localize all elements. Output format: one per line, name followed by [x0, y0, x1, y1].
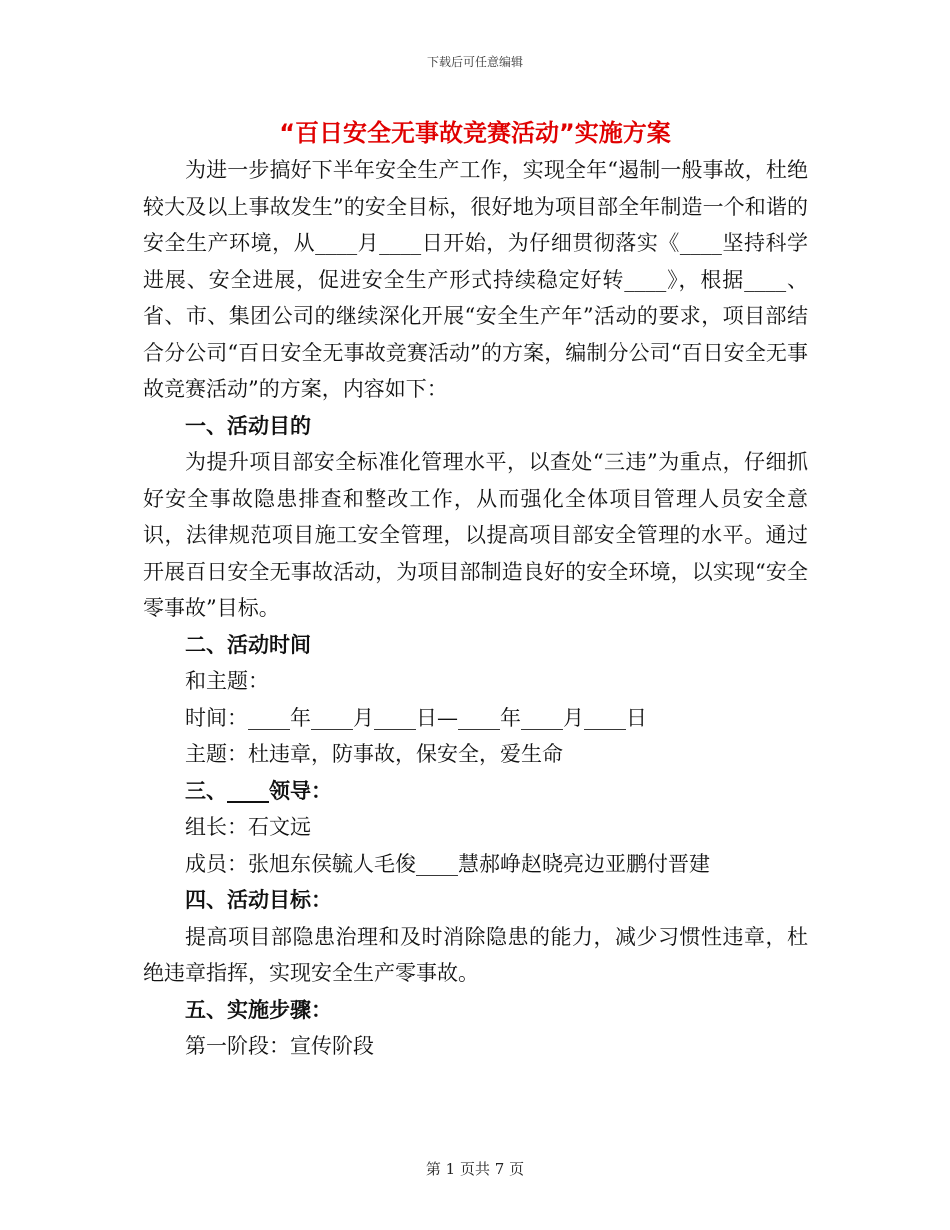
page-footer: 第 1 页共 7 页 — [425, 1160, 525, 1178]
theme-line: 主题：杜违章，防事故，保安全，爱生命 — [185, 742, 563, 766]
page-header: 下载后可任意编辑 — [426, 55, 523, 69]
intro-paragraph: 为进一步搞好下半年安全生产工作，实现全年“遏制一般事故，杜绝较大及以上事故发生”的安全目标，很好地为项目部全年制造一个和谐的安全生产环境，从____月____日开始，为仔细贯彻落实《____坚持科学进展、安全进展，促进安全生产形式持续稳定好转____》，根据____、省、市、集团公司的继续深化开展“安全生产年”活动的要求，项目部结合分公司“百日安全无事故竞赛活动”的方案，编制分公司“百日安全无事故竞赛活动”的方案，内容如下： — [143, 158, 808, 401]
section-heading-leadership: 三、____领导： — [185, 778, 332, 803]
purpose-paragraph: 为提升项目部安全标准化管理水平，以查处“三违”为重点，仔细抓好安全事故隐患排查和整改工作，从而强化全体项目管理人员安全意识，法律规范项目施工安全管理，以提高项目部安全管理的水平。通过开展百日安全无事故活动，为项目部制造良好的安全环境，以实现“安全零事故”目标。 — [143, 450, 808, 620]
members-line: 成员：张旭东侯毓人毛俊____慧郝峥赵晓亮边亚鹏付晋建 — [185, 851, 710, 876]
section-heading-purpose: 一、活动目的 — [185, 413, 311, 438]
stage-one-line: 第一阶段：宣传阶段 — [185, 1034, 374, 1058]
section-heading-steps: 五、实施步骤： — [185, 997, 332, 1022]
time-subtitle: 和主题： — [185, 669, 269, 693]
leader-line: 组长：石文远 — [185, 815, 311, 839]
section-heading-goals: 四、活动目标： — [185, 888, 332, 912]
section-heading-time: 二、活动时间 — [185, 632, 311, 657]
document-body — [143, 152, 808, 1065]
time-line: 时间：____年____月____日—____年____月____日 — [185, 705, 647, 730]
goals-paragraph: 提高项目部隐患治理和及时消除隐患的能力，减少习惯性违章，杜绝违章指挥，实现安全生产零事故。 — [143, 924, 808, 985]
document-title: “百日安全无事故竞赛活动”实施方案 — [279, 119, 671, 147]
